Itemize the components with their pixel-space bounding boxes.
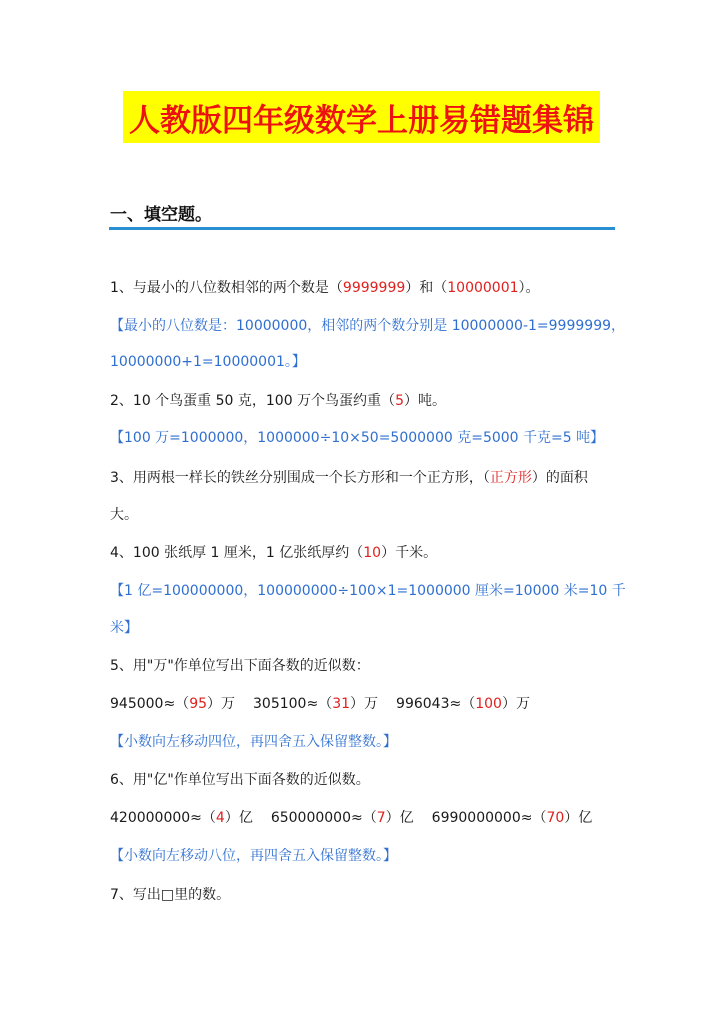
- question-text: ）吨。: [403, 393, 446, 409]
- answer: 4: [215, 810, 225, 826]
- hint-1: 【最小的八位数是：10000000，相邻的两个数分别是 10000000-1=9999999，: [110, 318, 626, 334]
- item-unit: ）亿: [564, 810, 593, 826]
- answer: 5: [395, 393, 404, 409]
- question-text: ）的面积: [531, 470, 588, 486]
- answer: 正方形: [489, 470, 532, 486]
- item-unit: ）亿: [224, 810, 253, 826]
- section-heading: 一、填空题。: [110, 205, 212, 225]
- hint-4: 【1 亿=100000000，100000000÷100×1=1000000 厘米=10000 米=10 千: [110, 583, 626, 599]
- item-number: 6990000000≈（: [431, 810, 547, 826]
- hint-2: 【100 万=1000000，1000000÷10×50=5000000 克=5000 千克=5 吨】: [110, 430, 605, 446]
- answer: 10000001: [447, 280, 519, 296]
- question-2: [110, 391, 446, 411]
- answer: 10: [363, 545, 382, 561]
- title-banner: [123, 91, 600, 143]
- question-4: [110, 543, 437, 563]
- hint-5: 【小数向左移动四位，再四舍五入保留整数。】: [110, 734, 397, 750]
- item-number: 945000≈（: [110, 696, 190, 712]
- question-6-items: [110, 808, 592, 828]
- question-5-items: [110, 694, 530, 714]
- answer: 7: [376, 810, 386, 826]
- hint-6: 【小数向左移动八位，再四舍五入保留整数。】: [110, 848, 397, 864]
- answer: 100: [475, 696, 502, 712]
- document-title: 人教版四年级数学上册易错题集锦: [129, 102, 594, 139]
- item-number: 420000000≈（: [110, 810, 216, 826]
- item-unit: ）万: [350, 696, 379, 712]
- question-text: ）。: [518, 280, 540, 296]
- question-text: 2、10 个鸟蛋重 50 克，100 万个鸟蛋约重（: [110, 393, 396, 409]
- question-text: 3、用两根一样长的铁丝分别围成一个长方形和一个正方形，（: [110, 470, 490, 486]
- item-number: 305100≈（: [253, 696, 333, 712]
- question-1: [110, 278, 540, 298]
- answer: 95: [189, 696, 208, 712]
- question-3: [110, 468, 588, 488]
- answer: 70: [546, 810, 565, 826]
- item-unit: ）万: [207, 696, 236, 712]
- question-text: 1、与最小的八位数相邻的两个数是（: [110, 280, 343, 296]
- item-unit: ）万: [501, 696, 530, 712]
- hint-1-cont: 10000000+1=10000001。】: [110, 354, 306, 370]
- question-6: 6、用"亿"作单位写出下面各数的近似数。: [110, 772, 370, 788]
- question-7: 7、写出□里的数。: [110, 887, 231, 903]
- section-divider: [109, 227, 615, 230]
- question-text: ）和（: [405, 280, 448, 296]
- question-5: 5、用"万"作单位写出下面各数的近似数：: [110, 658, 370, 674]
- question-text: ）千米。: [381, 545, 438, 561]
- hint-4-cont: 米】: [110, 620, 138, 636]
- item-number: 996043≈（: [396, 696, 476, 712]
- answer: 31: [332, 696, 351, 712]
- question-3-cont: 大。: [110, 507, 138, 523]
- answer: 9999999: [342, 280, 406, 296]
- item-number: 650000000≈（: [270, 810, 377, 826]
- question-text: 4、100 张纸厚 1 厘米，1 亿张纸厚约（: [110, 545, 364, 561]
- item-unit: ）亿: [385, 810, 414, 826]
